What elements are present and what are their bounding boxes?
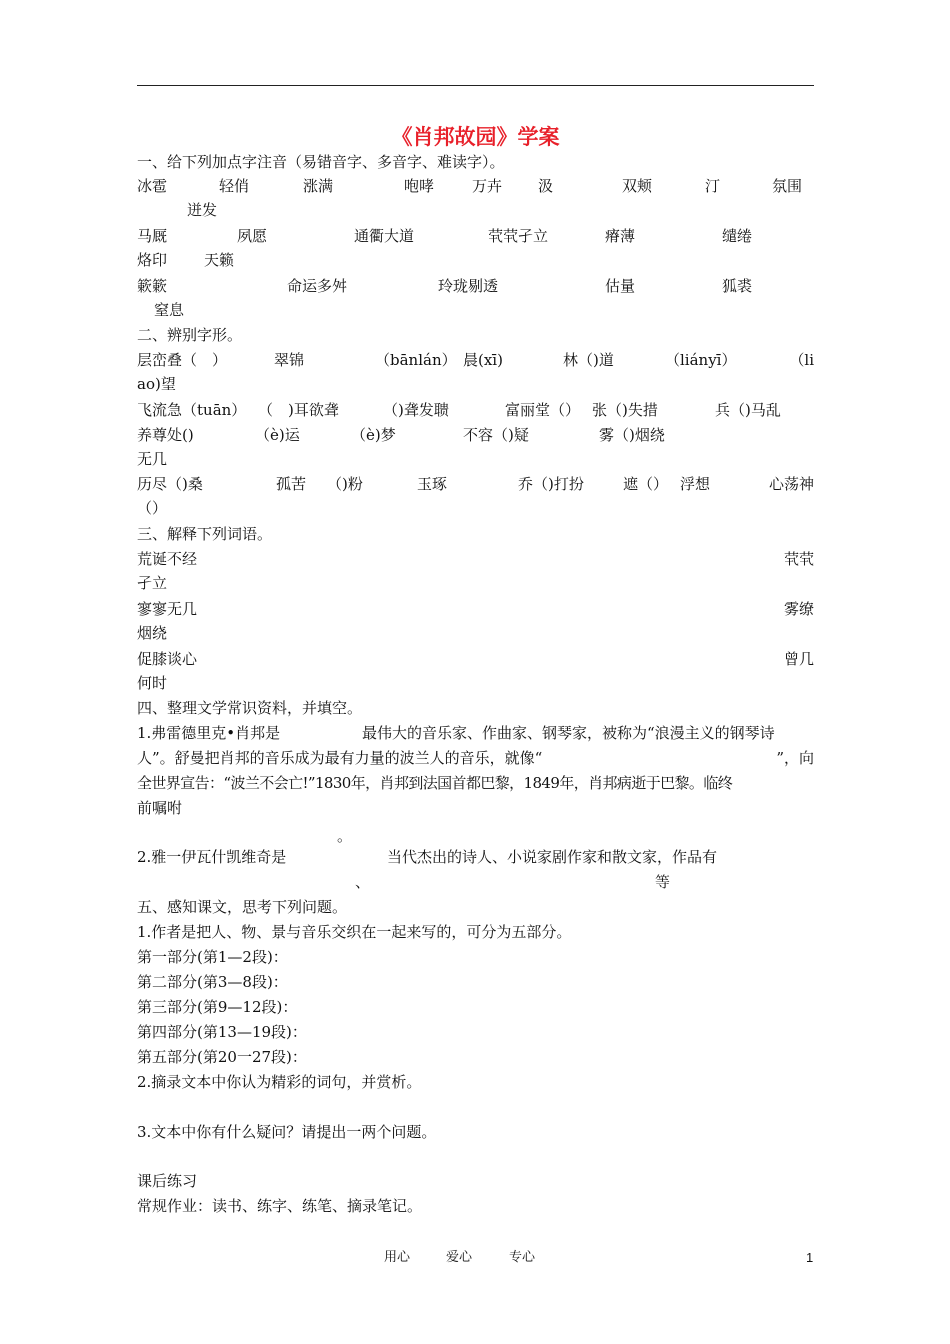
paragraph-text: 当代杰出的诗人、小说家剧作家和散文家，作品有 xyxy=(387,848,718,866)
section1-row1 xyxy=(137,174,814,199)
section5-q1-line xyxy=(137,920,814,945)
section1-row2b xyxy=(137,248,814,273)
word-item: 天籁 xyxy=(204,251,235,269)
word-item: 缱绻 xyxy=(722,227,753,245)
paragraph-text: 全世界宣告：“波兰不会亡!”1830年，肖邦到法国首都巴黎，1849年，肖邦病逝于巴黎。临终 xyxy=(137,774,733,792)
word-item: 晨(xī) xyxy=(463,351,503,369)
paragraph-text: 最伟大的音乐家、作曲家、钢琴家，被称为“浪漫主义的钢琴诗 xyxy=(362,724,775,742)
word-item: 轻俏 xyxy=(219,177,250,195)
word-item: 双颊 xyxy=(622,177,653,195)
word-item: 乔（)打扮 xyxy=(518,475,584,493)
word-item: 历尽（)桑 xyxy=(137,475,203,493)
page-title: 《肖邦故园》学案 xyxy=(391,124,560,149)
word-item: 心荡神 xyxy=(768,475,814,493)
word-item: 通衢大道 xyxy=(354,227,415,245)
word-item: （bānlán） xyxy=(375,351,457,369)
section3-heading-line xyxy=(137,522,814,547)
section5-part-line xyxy=(137,970,814,995)
section4-p2-line2 xyxy=(137,870,814,895)
word-item: 窒息 xyxy=(154,301,185,319)
word-item: 冰雹 xyxy=(137,177,168,195)
vocab-right: 茕茕 xyxy=(783,550,814,568)
word-item: 簌簌 xyxy=(137,277,168,295)
word-item: 咆哮 xyxy=(404,177,435,195)
word-item: 汀 xyxy=(705,177,721,195)
section2-row1 xyxy=(137,348,814,373)
section4-p1-line1 xyxy=(137,721,814,746)
vocab-continuation: 烟绕 xyxy=(137,624,168,642)
footer-item: 专心 xyxy=(509,1250,536,1265)
vocab-right: 雾缭 xyxy=(783,600,814,618)
section4-heading-line xyxy=(137,696,814,721)
word-item: 夙愿 xyxy=(237,227,268,245)
word-item: 张（)失措 xyxy=(592,401,658,419)
paragraph-text: ”，向 xyxy=(776,749,814,767)
word-item: 估量 xyxy=(605,277,636,295)
page-number: 1 xyxy=(806,1250,814,1265)
word-item: 浮想 xyxy=(680,475,711,493)
section2-heading-line xyxy=(137,323,814,348)
word-item: 养尊处() xyxy=(137,426,194,444)
word-item: 飞流急（tuān） xyxy=(137,401,247,419)
word-item: 万卉 xyxy=(472,177,503,195)
word-item: 茕茕孑立 xyxy=(488,227,549,245)
section2-row3 xyxy=(137,423,814,448)
section1-heading-line xyxy=(137,150,814,175)
paragraph-text: 。 xyxy=(337,827,353,845)
word-item: （） xyxy=(137,499,168,517)
section5-heading: 五、感知课文，思考下列问题。 xyxy=(137,898,348,916)
section2-heading: 二、辨别字形。 xyxy=(137,326,243,344)
word-item: 林（)道 xyxy=(563,351,614,369)
word-item: 汲 xyxy=(538,177,554,195)
word-item: （è)梦 xyxy=(351,426,396,444)
word-item: （ )耳欲聋 xyxy=(258,401,339,419)
vocab-cont xyxy=(137,621,814,646)
word-item: ao)望 xyxy=(137,375,176,393)
section1-row2 xyxy=(137,224,814,249)
footer-item: 爱心 xyxy=(446,1250,473,1265)
word-item: 雾（)烟绕 xyxy=(599,426,665,444)
word-item: （)聋发聩 xyxy=(383,401,449,419)
part-item: 第二部分(第3—8段)： xyxy=(137,973,288,991)
vocab-cont xyxy=(137,671,814,696)
word-item: 迸发 xyxy=(187,201,218,219)
word-item: （è)运 xyxy=(255,426,300,444)
question-text: 1.作者是把人、物、景与音乐交织在一起来写的，可分为五部分。 xyxy=(137,923,572,941)
part-item: 第五部分(第20一27段)： xyxy=(137,1048,307,1066)
vocab-continuation: 孑立 xyxy=(137,574,168,592)
vocab-continuation: 何时 xyxy=(137,674,168,692)
section2-row1b xyxy=(137,372,814,397)
section5-q2-line xyxy=(137,1070,814,1095)
footer-item: 用心 xyxy=(384,1250,411,1265)
section5-part-line xyxy=(137,945,814,970)
question-text: 3.文本中你有什么疑问？请提出一两个问题。 xyxy=(137,1123,437,1141)
section5-part-line xyxy=(137,1045,814,1070)
word-item: 烙印 xyxy=(137,251,168,269)
paragraph-text: 、 xyxy=(355,873,371,891)
section1-heading: 一、给下列加点字注音（易错音字、多音字、难读字）。 xyxy=(137,153,505,171)
vocab-row xyxy=(137,547,814,572)
section5-part-line xyxy=(137,995,814,1020)
section4-p1-line3 xyxy=(137,771,814,796)
section2-row4 xyxy=(137,472,814,497)
header-rule xyxy=(137,85,814,86)
vocab-left: 促膝谈心 xyxy=(137,650,198,668)
paragraph-text: 等 xyxy=(655,873,671,891)
part-item: 第一部分(第1—2段)： xyxy=(137,948,288,966)
part-item: 第三部分(第9—12段)： xyxy=(137,998,298,1016)
section1-row1b xyxy=(137,198,814,223)
word-item: 涨满 xyxy=(303,177,334,195)
word-item: （liányī） xyxy=(665,351,737,369)
word-item: 玉琢 xyxy=(417,475,448,493)
word-item: 玲珑剔透 xyxy=(438,277,499,295)
section5-heading-line xyxy=(137,895,814,920)
vocab-right: 曾几 xyxy=(783,650,814,668)
word-item: 遮（） xyxy=(623,475,669,493)
vocab-row xyxy=(137,597,814,622)
section5-part-line xyxy=(137,1020,814,1045)
section2-row3b xyxy=(137,447,814,472)
paragraph-text: 人”。舒曼把肖邦的音乐成为最有力量的波兰人的音乐，就像“ xyxy=(137,749,543,767)
word-item: 命运多舛 xyxy=(287,277,348,295)
word-item: 狐裘 xyxy=(722,277,753,295)
vocab-cont xyxy=(137,571,814,596)
word-item: 马厩 xyxy=(137,227,168,245)
word-item: 瘠薄 xyxy=(605,227,636,245)
question-text: 2.摘录文本中你认为精彩的词句，并赏析。 xyxy=(137,1073,422,1091)
word-item: （)粉 xyxy=(327,475,363,493)
word-item: 孤苦 xyxy=(276,475,307,493)
section4-p1-line2 xyxy=(137,746,814,771)
vocab-left: 寥寥无几 xyxy=(137,600,198,618)
part-item: 第四部分(第13—19段)： xyxy=(137,1023,307,1041)
homework-heading: 课后练习 xyxy=(137,1172,198,1190)
word-item: 翠锦 xyxy=(274,351,305,369)
word-item: 无几 xyxy=(137,450,168,468)
paragraph-text: 2.雅一伊瓦什凯维奇是 xyxy=(137,848,287,866)
word-item: 兵（)马乱 xyxy=(715,401,781,419)
section4-p1-line4 xyxy=(137,796,814,821)
word-item: （li xyxy=(789,351,814,369)
homework-content-line xyxy=(137,1194,814,1219)
homework-heading-line xyxy=(137,1169,814,1194)
section4-p2-line1 xyxy=(137,845,814,870)
section1-row3b xyxy=(137,298,814,323)
paragraph-text: 1.弗雷德里克•肖邦是 xyxy=(137,724,281,742)
word-item: 不容（)疑 xyxy=(463,426,529,444)
section2-row4b xyxy=(137,496,814,521)
paragraph-text: 前嘱咐 xyxy=(137,799,183,817)
section5-q3-line xyxy=(137,1120,814,1145)
vocab-row xyxy=(137,647,814,672)
section2-row2 xyxy=(137,398,814,423)
section3-heading: 三、解释下列词语。 xyxy=(137,525,273,543)
word-item: 富丽堂（） xyxy=(505,401,581,419)
word-item: 氛围 xyxy=(772,177,803,195)
word-item: 层峦叠（ ） xyxy=(137,351,228,369)
homework-content: 常规作业：读书、练字、练笔、摘录笔记。 xyxy=(137,1197,423,1215)
section4-heading: 四、整理文学常识资料，并填空。 xyxy=(137,699,363,717)
section1-row3 xyxy=(137,274,814,299)
vocab-left: 荒诞不经 xyxy=(137,550,198,568)
